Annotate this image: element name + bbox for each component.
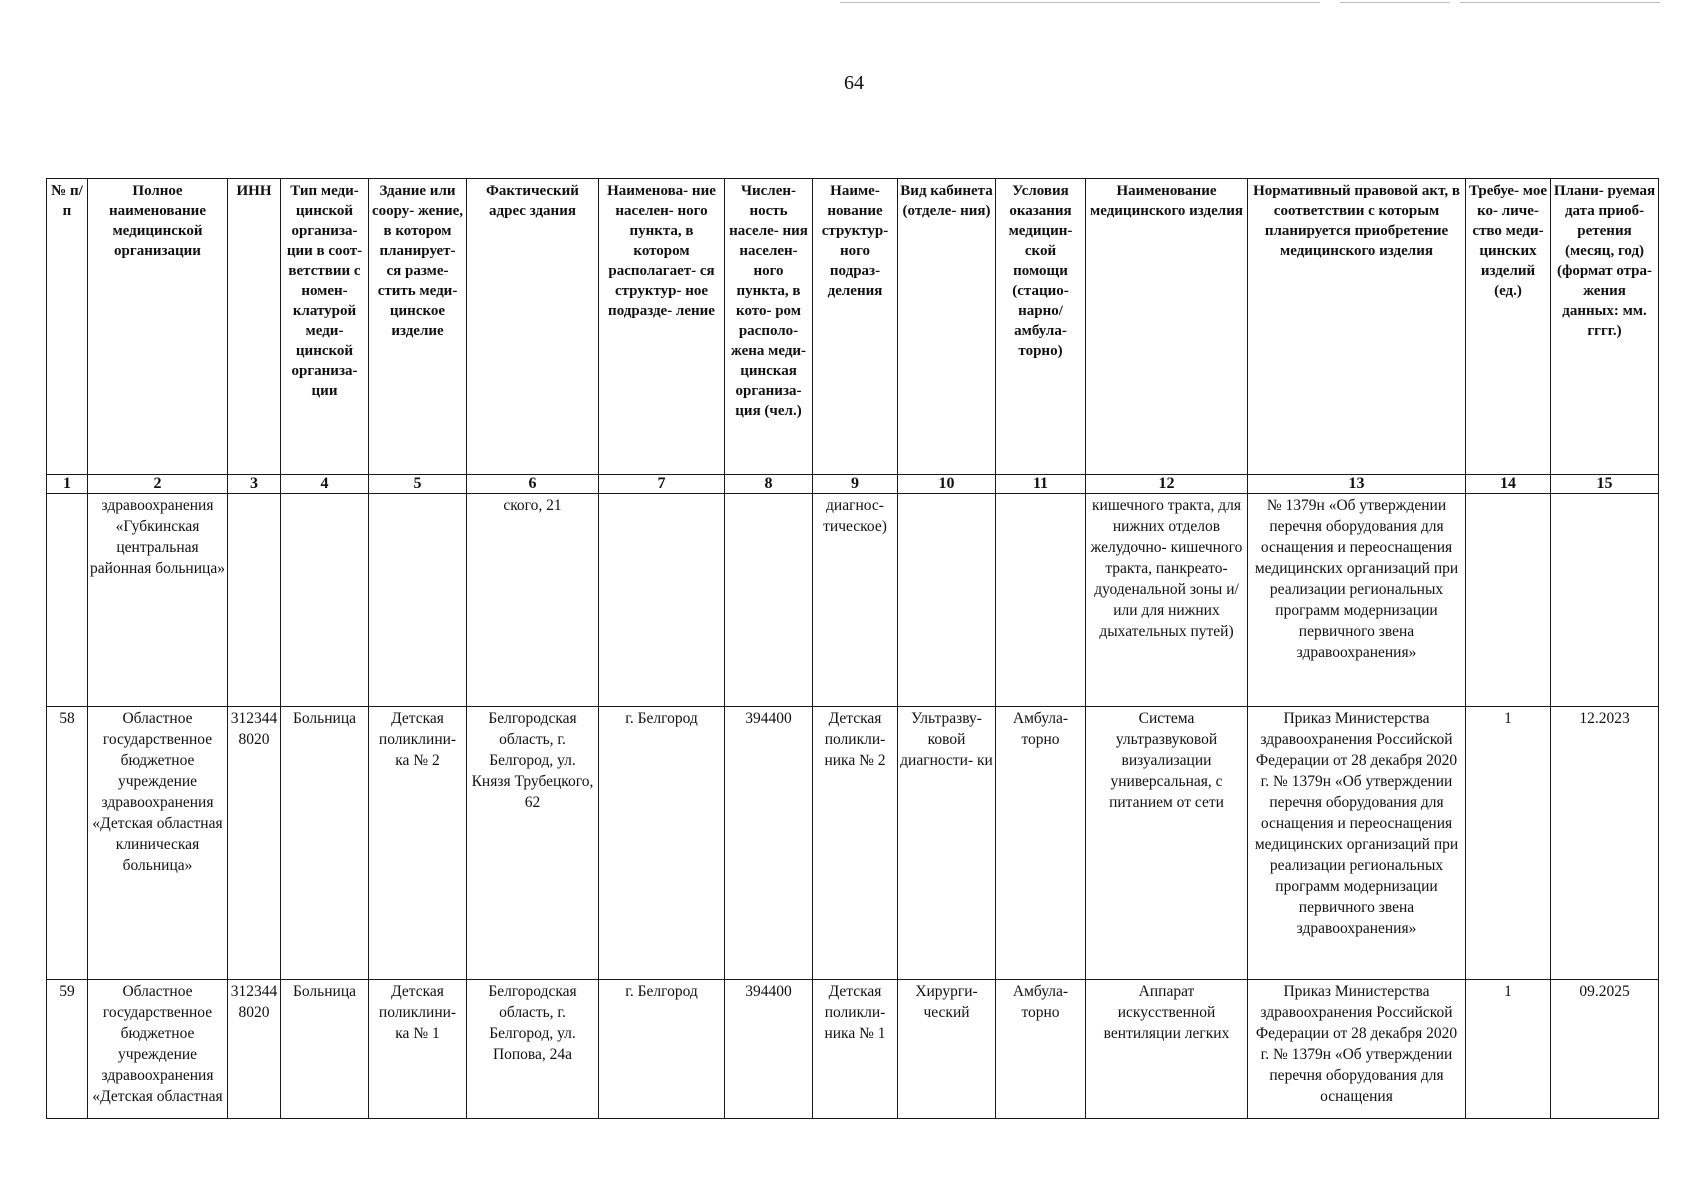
cell-org-type: Больница bbox=[281, 980, 369, 1119]
cell-conditions: Амбула- торно bbox=[996, 707, 1086, 980]
cell-address: Белгородская область, г. Белгород, ул. Князя Трубецкого, 62 bbox=[467, 707, 599, 980]
cell-inn: 3123448020 bbox=[228, 980, 281, 1119]
cell-quantity: 1 bbox=[1466, 707, 1551, 980]
scan-artifact-line bbox=[1460, 2, 1660, 3]
header-row bbox=[47, 179, 1659, 475]
cell-quantity bbox=[1466, 494, 1551, 707]
equipment-table bbox=[46, 178, 1659, 1119]
column-number: 13 bbox=[1248, 475, 1466, 494]
column-number: 10 bbox=[898, 475, 996, 494]
page-number: 64 bbox=[844, 72, 864, 94]
cell-address: ского, 21 bbox=[467, 494, 599, 707]
scan-artifact-line bbox=[840, 2, 1320, 3]
cell-legal-act: Приказ Министерства здравоохранения Российской Федерации от 28 декабря 2020 г. № 1379н «Об утверждении перечня оборудования для оснащения и переоснащения медицинских организаций при реализации региональных программ модернизации первичного звена здравоохранения» bbox=[1248, 707, 1466, 980]
cell-inn bbox=[228, 494, 281, 707]
column-number-row bbox=[47, 475, 1659, 494]
cell-device: кишечного тракта, для нижних отделов желудочно- кишечного тракта, панкреато- дуоденальной зоны и/или для нижних дыхательных путей) bbox=[1086, 494, 1248, 707]
cell-legal-act: № 1379н «Об утверждении перечня оборудования для оснащения и переоснащения медицинских организаций при реализации региональных программ модернизации первичного звена здравоохранения» bbox=[1248, 494, 1466, 707]
cell-date bbox=[1551, 494, 1659, 707]
cell-settlement bbox=[599, 494, 725, 707]
cell-population: 394400 bbox=[725, 707, 813, 980]
header-cell: ИНН bbox=[228, 179, 281, 475]
cell-unit: диагнос- тическое) bbox=[813, 494, 898, 707]
header-cell: Нормативный правовой акт, в соответствии с которым планируется приобретение медицинского изделия bbox=[1248, 179, 1466, 475]
cell-device: Система ультразвуковой визуализации универсальная, с питанием от сети bbox=[1086, 707, 1248, 980]
header-cell: Здание или соору- жение, в котором планирует- ся разме- стить меди- цинское изделие bbox=[369, 179, 467, 475]
cell-org-name: Областное государственное бюджетное учреждение здравоохранения «Детская областная клиническая больница» bbox=[88, 707, 228, 980]
header-cell: Наименование медицинского изделия bbox=[1086, 179, 1248, 475]
cell-device: Аппарат искусственной вентиляции легких bbox=[1086, 980, 1248, 1119]
header-cell: Требуе- мое ко- личе- ство меди- цинских изделий (ед.) bbox=[1466, 179, 1551, 475]
cell-population: 394400 bbox=[725, 980, 813, 1119]
column-number: 2 bbox=[88, 475, 228, 494]
header-cell: Вид кабинета (отделе- ния) bbox=[898, 179, 996, 475]
column-number: 4 bbox=[281, 475, 369, 494]
cell-date: 12.2023 bbox=[1551, 707, 1659, 980]
column-number: 12 bbox=[1086, 475, 1248, 494]
cell-building: Детская поликлини- ка № 1 bbox=[369, 980, 467, 1119]
cell-unit: Детская поликли- ника № 2 bbox=[813, 707, 898, 980]
header-cell: Наиме- нование структур- ного подраз- деления bbox=[813, 179, 898, 475]
cell-conditions bbox=[996, 494, 1086, 707]
table-row-continuation bbox=[47, 494, 1659, 707]
cell-org-type: Больница bbox=[281, 707, 369, 980]
cell-cabinet: Хирурги- ческий bbox=[898, 980, 996, 1119]
column-number: 3 bbox=[228, 475, 281, 494]
cell-legal-act: Приказ Министерства здравоохранения Российской Федерации от 28 декабря 2020 г. № 1379н «Об утверждении перечня оборудования для оснащения bbox=[1248, 980, 1466, 1119]
cell-settlement: г. Белгород bbox=[599, 707, 725, 980]
cell-org-name: Областное государственное бюджетное учреждение здравоохранения «Детская областная bbox=[88, 980, 228, 1119]
column-number: 1 bbox=[47, 475, 88, 494]
column-number: 8 bbox=[725, 475, 813, 494]
header-cell: Полное наименование медицинской организации bbox=[88, 179, 228, 475]
table-row-59 bbox=[47, 980, 1659, 1119]
header-cell: Условия оказания медицин- ской помощи (стацио- нарно/ амбула- торно) bbox=[996, 179, 1086, 475]
scan-artifact-line bbox=[1340, 2, 1450, 3]
table-row-58 bbox=[47, 707, 1659, 980]
cell-building: Детская поликлини- ка № 2 bbox=[369, 707, 467, 980]
cell-quantity: 1 bbox=[1466, 980, 1551, 1119]
column-number: 11 bbox=[996, 475, 1086, 494]
header-cell: Числен- ность населе- ния населен- ного пункта, в кото- ром располо- жена меди- цинская организа- ция (чел.) bbox=[725, 179, 813, 475]
cell-cabinet: Ультразву- ковой диагности- ки bbox=[898, 707, 996, 980]
header-cell: № п/п bbox=[47, 179, 88, 475]
cell-no bbox=[47, 494, 88, 707]
column-number: 15 bbox=[1551, 475, 1659, 494]
cell-conditions: Амбула- торно bbox=[996, 980, 1086, 1119]
column-number: 6 bbox=[467, 475, 599, 494]
cell-address: Белгородская область, г. Белгород, ул. Попова, 24а bbox=[467, 980, 599, 1119]
column-number: 9 bbox=[813, 475, 898, 494]
cell-org-type bbox=[281, 494, 369, 707]
cell-date: 09.2025 bbox=[1551, 980, 1659, 1119]
column-number: 14 bbox=[1466, 475, 1551, 494]
cell-no: 59 bbox=[47, 980, 88, 1119]
header-cell: Наименова- ние населен- ного пункта, в котором располагает- ся структур- ное подразде- ление bbox=[599, 179, 725, 475]
cell-unit: Детская поликли- ника № 1 bbox=[813, 980, 898, 1119]
cell-population bbox=[725, 494, 813, 707]
cell-no: 58 bbox=[47, 707, 88, 980]
cell-building bbox=[369, 494, 467, 707]
header-cell: Фактический адрес здания bbox=[467, 179, 599, 475]
cell-cabinet bbox=[898, 494, 996, 707]
header-cell: Тип меди- цинской организа- ции в соот- ветствии с номен- клатурой меди- цинской организа- ции bbox=[281, 179, 369, 475]
cell-settlement: г. Белгород bbox=[599, 980, 725, 1119]
cell-inn: 3123448020 bbox=[228, 707, 281, 980]
column-number: 7 bbox=[599, 475, 725, 494]
column-number: 5 bbox=[369, 475, 467, 494]
cell-org-name: здравоохранения «Губкинская центральная районная больница» bbox=[88, 494, 228, 707]
header-cell: Плани- руемая дата приоб- ретения (месяц, год) (формат отра- жения данных: мм. гггг.) bbox=[1551, 179, 1659, 475]
